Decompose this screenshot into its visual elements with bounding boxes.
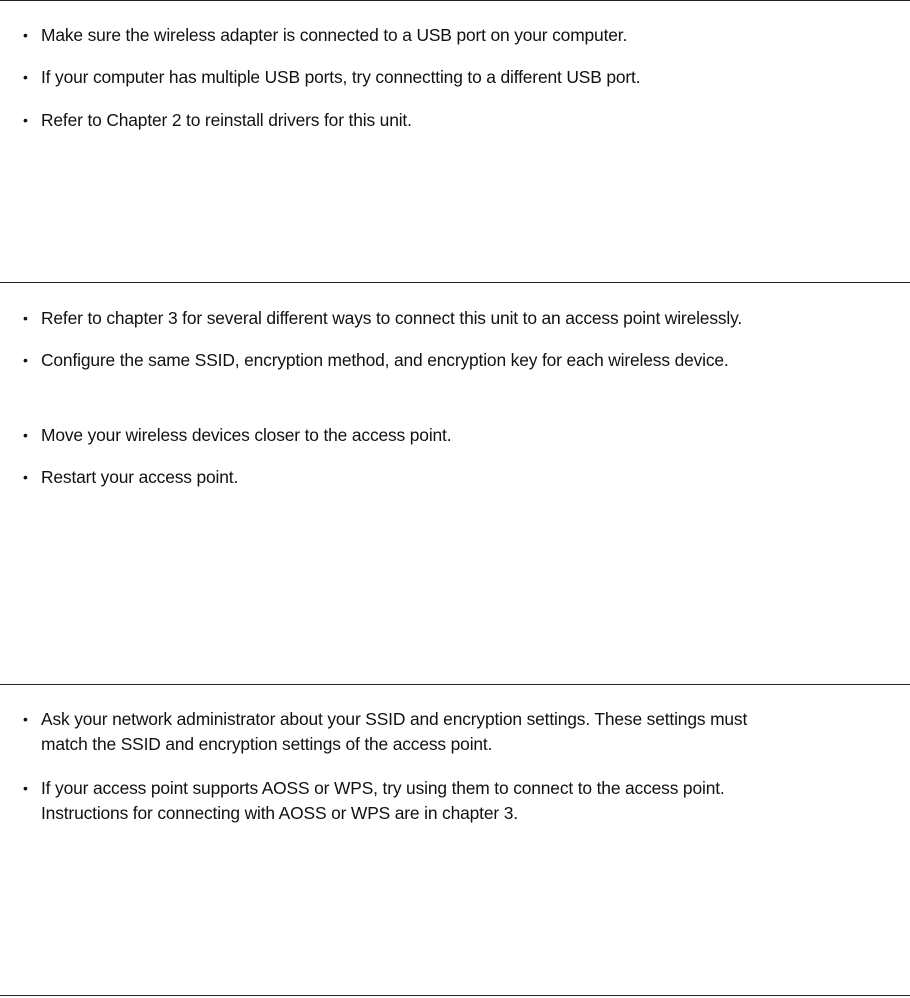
list-item-text: Refer to chapter 3 for several different ways to connect this unit to an access point wirelessly. [41, 308, 743, 328]
bullet-icon: • [23, 112, 28, 128]
list-item-text: If your access point supports AOSS or WPS, try using them to connect to the access point. Instructions for connecting with AOSS or WPS are in chapter 3. [41, 778, 725, 823]
bullet-icon: • [23, 780, 28, 796]
section-divider-top [0, 0, 910, 1]
list-item-text: Configure the same SSID, encryption method, and encryption key for each wireless device. [41, 350, 729, 370]
section-divider-1 [0, 282, 910, 283]
bullet-icon: • [23, 427, 28, 443]
bullet-icon: • [23, 69, 28, 85]
bullet-icon: • [23, 352, 28, 368]
bullet-icon: • [23, 711, 28, 727]
section-divider-2 [0, 684, 910, 685]
list-item-text: Make sure the wireless adapter is connected to a USB port on your computer. [41, 25, 628, 45]
list-item-text: Restart your access point. [41, 467, 239, 487]
bullet-icon: • [23, 310, 28, 326]
list-item-text: Move your wireless devices closer to the access point. [41, 425, 452, 445]
section-divider-bottom [0, 995, 910, 996]
list-item-text: If your computer has multiple USB ports, try connectting to a different USB port. [41, 67, 641, 87]
bullet-icon: • [23, 469, 28, 485]
list-item-text: Ask your network administrator about your SSID and encryption settings. These settings must match the SSID and encryption settings of the access point. [41, 709, 748, 754]
bullet-icon: • [23, 27, 28, 43]
list-item-text: Refer to Chapter 2 to reinstall drivers for this unit. [41, 110, 412, 130]
